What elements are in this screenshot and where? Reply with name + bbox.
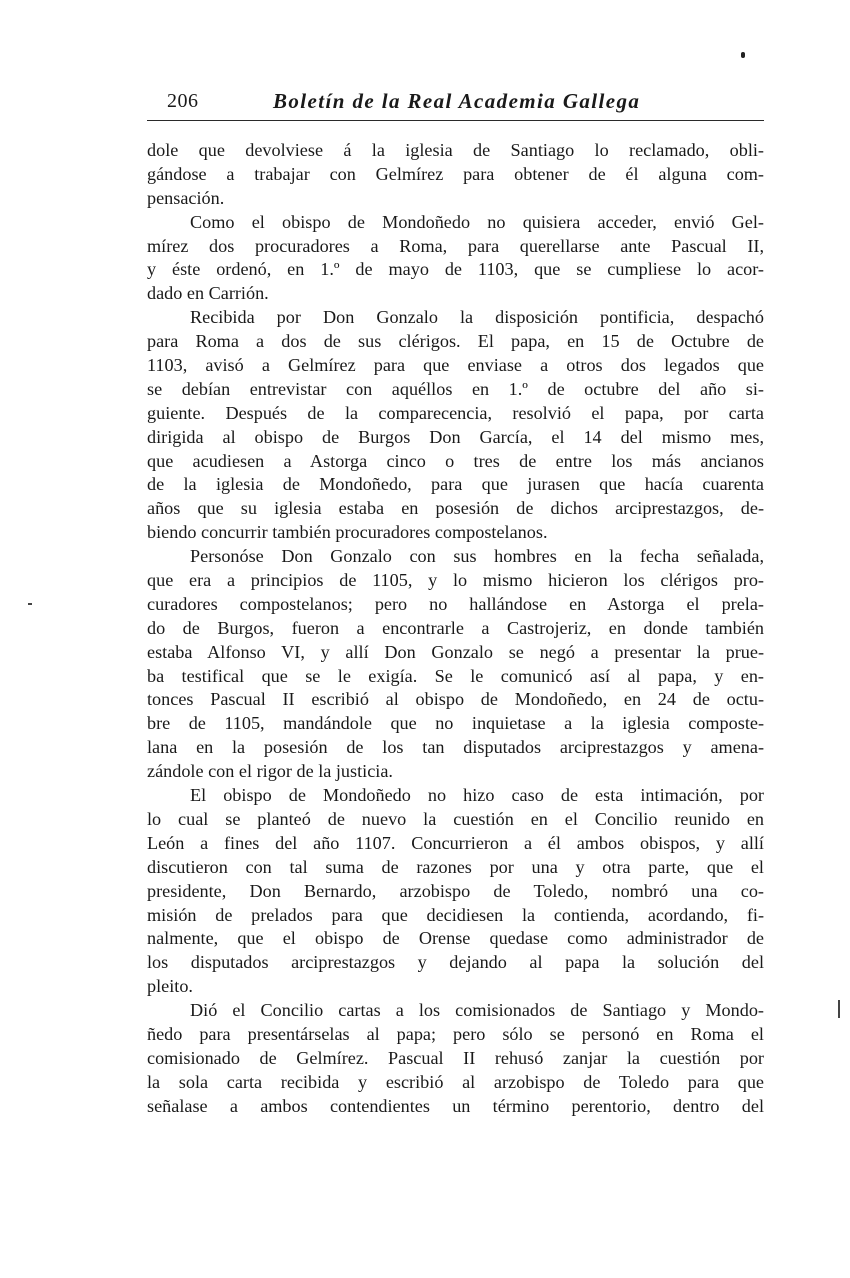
page-header [147,86,764,121]
text-line: do de Burgos, fueron a encontrarle a Castrojeriz, en donde también [147,617,764,638]
margin-mark [838,1000,840,1018]
text-line: guiente. Después de la comparecencia, resolvió el papa, por carta [147,402,764,423]
text-line: nalmente, que el obispo de Orense quedase como administrador de [147,928,764,949]
text-line: dado en Carrión. [147,283,269,304]
margin-mark [28,603,32,605]
text-line: Recibida por Don Gonzalo la disposición pontificia, despachó [190,307,764,328]
text-line: El obispo de Mondoñedo no hizo caso de esta intimación, por [190,785,764,806]
text-line: lo cual se planteó de nuevo la cuestión en el Concilio reunido en [147,808,764,829]
text-line: que era a principios de 1105, y lo mismo hicieron los clérigos pro- [147,570,764,591]
text-line: para Roma a dos de sus clérigos. El papa, en 15 de Octubre de [147,331,764,352]
text-line: curadores compostelanos; pero no hallándose en Astorga el prela- [147,593,764,614]
text-line: ñedo para presentárselas al papa; pero sólo se personó en Roma el [147,1023,764,1044]
text-line: León a fines del año 1107. Concurrieron a él ambos obispos, y allí [147,832,764,853]
running-title: Boletín de la Real Academia Gallega [273,89,641,113]
text-line: pensación. [147,187,225,208]
ink-speck [741,52,745,58]
text-line: la sola carta recibida y escribió al arzobispo de Toledo para que [147,1071,764,1092]
paragraph [147,545,764,784]
text-line: pleito. [147,976,193,997]
text-line: de la iglesia de Mondoñedo, para que jurasen que hacía cuarenta [147,474,764,495]
paragraph [147,784,764,999]
text-line: lana en la posesión de los tan disputados arciprestazgos y amena- [147,737,764,758]
text-line: mírez dos procuradores a Roma, para querellarse ante Pascual II, [147,235,764,256]
page-number: 206 [167,90,199,112]
text-line: que acudiesen a Astorga cinco o tres de entre los más ancianos [147,450,764,471]
text-line: 1103, avisó a Gelmírez para que enviase a otros dos legados que [147,355,764,376]
text-line: Como el obispo de Mondoñedo no quisiera acceder, envió Gel- [190,211,764,232]
text-line: zándole con el rigor de la justicia. [147,761,393,782]
paragraph [147,999,764,1118]
text-line: años que su iglesia estaba en posesión de dichos arciprestazgos, de- [147,498,764,519]
text-line: estaba Alfonso VI, y allí Don Gonzalo se negó a presentar la prue- [147,641,764,662]
text-line: tonces Pascual II escribió al obispo de Mondoñedo, en 24 de octu- [147,689,764,710]
text-line: dole que devolviese á la iglesia de Santiago lo reclamado, obli- [147,140,764,160]
text-line: ba testifical que se le exigía. Se le comunicó así al papa, y en- [147,665,764,686]
text-line: Personóse Don Gonzalo con sus hombres en la fecha señalada, [190,546,764,567]
text-line: discutieron con tal suma de razones por una y otra parte, que el [147,856,764,877]
text-line: dirigida al obispo de Burgos Don García, el 14 del mismo mes, [147,426,764,447]
text-line: y éste ordenó, en 1.º de mayo de 1103, que se cumpliese lo acor- [147,259,764,280]
text-line: bre de 1105, mandándole que no inquietase a la iglesia composte- [147,713,764,734]
paragraph [147,139,764,211]
paragraph [147,211,764,307]
text-line: Dió el Concilio cartas a los comisionados de Santiago y Mondo- [190,1000,764,1021]
text-line: comisionado de Gelmírez. Pascual II rehusó zanjar la cuestión por [147,1047,764,1068]
text-line: presidente, Don Bernardo, arzobispo de Toledo, nombró una co- [147,880,764,901]
text-line: señalase a ambos contendientes un término perentorio, dentro del [147,1095,764,1116]
paragraph [147,306,764,545]
text-line: misión de prelados para que decidiesen la contienda, acordando, fi- [147,904,764,925]
text-line: los disputados arciprestazgos y dejando al papa la solución del [147,952,764,973]
text-line: se debían entrevistar con aquéllos en 1.º de octubre del año si- [147,378,764,399]
text-line: biendo concurrir también procuradores compostelanos. [147,522,548,543]
text-line: gándose a trabajar con Gelmírez para obtener de él alguna com- [147,163,764,184]
body-text [147,139,764,1119]
